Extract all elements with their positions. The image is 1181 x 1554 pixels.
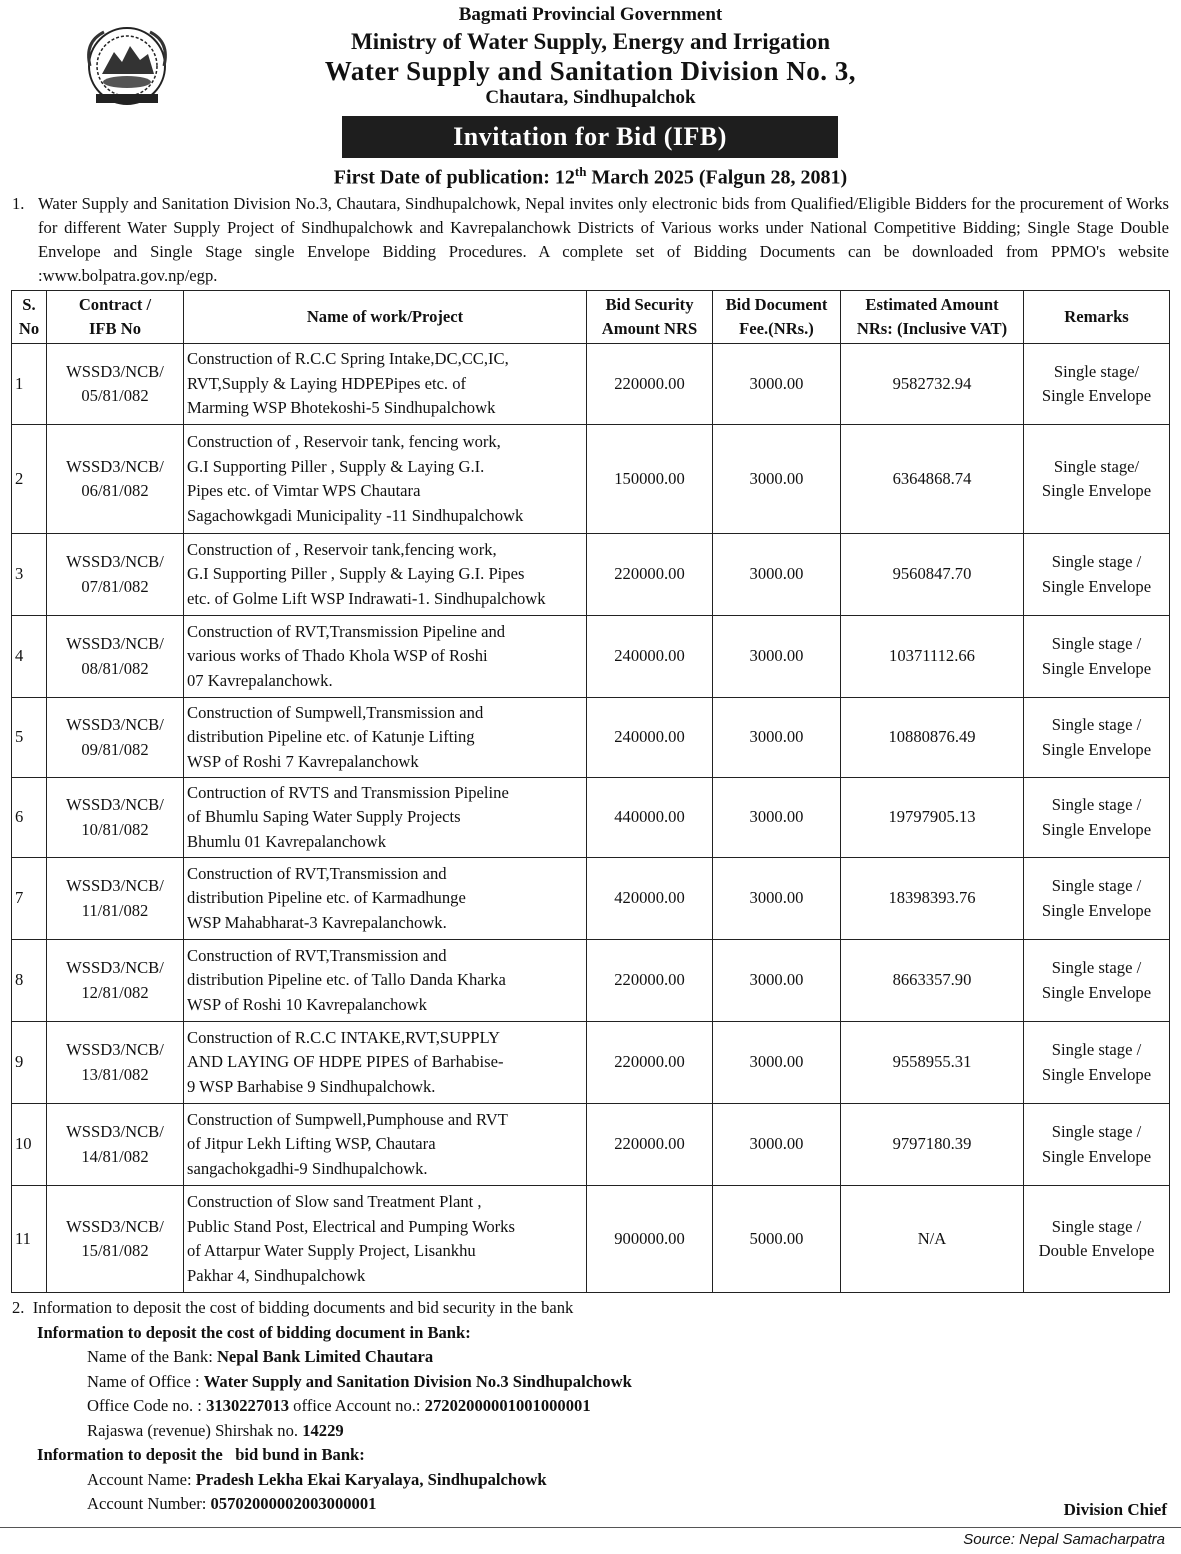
- table-row: [12, 1022, 1170, 1104]
- cell-contract: WSSD3/NCB/ 10/81/082: [47, 778, 184, 858]
- cell-estimate: 10371112.66: [841, 616, 1024, 698]
- cell-fee: 3000.00: [713, 344, 841, 425]
- cell-fee: 3000.00: [713, 534, 841, 616]
- cell-remarks: Single stage / Double Envelope: [1024, 1186, 1170, 1293]
- header-remarks: Remarks: [1024, 291, 1170, 344]
- table-header-row: [12, 291, 1170, 344]
- cell-security: 220000.00: [587, 1104, 713, 1186]
- cell-work: Construction of , Reservoir tank, fencing work, G.I Supporting Piller , Supply & Laying G.I. Pipes etc. of Vimtar WPS Chautara Sagachowkgadi Municipality -11 Sindhupalchowk: [184, 425, 587, 534]
- cell-estimate: 9582732.94: [841, 344, 1024, 425]
- cell-sn: 8: [12, 940, 47, 1022]
- cell-sn: 7: [12, 858, 47, 940]
- cell-sn: 6: [12, 778, 47, 858]
- cell-work: Construction of RVT,Transmission and distribution Pipeline etc. of Tallo Danda Kharka WSP of Roshi 10 Kavrepalanchowk: [184, 940, 587, 1022]
- cell-remarks: Single stage / Single Envelope: [1024, 858, 1170, 940]
- cell-contract: WSSD3/NCB/ 11/81/082: [47, 858, 184, 940]
- cell-contract: WSSD3/NCB/ 12/81/082: [47, 940, 184, 1022]
- cell-security: 220000.00: [587, 344, 713, 425]
- table-row: [12, 778, 1170, 858]
- cell-sn: 3: [12, 534, 47, 616]
- cell-fee: 3000.00: [713, 940, 841, 1022]
- cell-sn: 10: [12, 1104, 47, 1186]
- cell-estimate: 8663357.90: [841, 940, 1024, 1022]
- header-fee: Bid Document Fee.(NRs.): [713, 291, 841, 344]
- revenue-code: Rajaswa (revenue) Shirshak no. 14229: [87, 1420, 344, 1440]
- cell-security: 150000.00: [587, 425, 713, 534]
- office-code: Office Code no. : 3130227013 office Account no.: 27202000001001000001: [87, 1396, 591, 1415]
- footer-divider: [0, 1527, 1181, 1528]
- account-name: Account Name: Pradesh Lekha Ekai Karyalaya, Sindhupalchowk: [87, 1469, 547, 1489]
- cell-work: Construction of Sumpwell,Transmission and distribution Pipeline etc. of Katunje Lifting WSP of Roshi 7 Kavrepalanchowk: [184, 698, 587, 778]
- cell-remarks: Single stage/ Single Envelope: [1024, 344, 1170, 425]
- cell-work: Construction of Sumpwell,Pumphouse and RVT of Jitpur Lekh Lifting WSP, Chautara sangachokgadhi-9 Sindhupalchowk.: [184, 1104, 587, 1186]
- cell-contract: WSSD3/NCB/ 08/81/082: [47, 616, 184, 698]
- cell-contract: WSSD3/NCB/ 09/81/082: [47, 698, 184, 778]
- cell-remarks: Single stage / Single Envelope: [1024, 616, 1170, 698]
- table-row: [12, 425, 1170, 534]
- cell-work: Construction of R.C.C Spring Intake,DC,CC,IC, RVT,Supply & Laying HDPEPipes etc. of Marming WSP Bhotekoshi-5 Sindhupalchowk: [184, 344, 587, 425]
- cell-fee: 5000.00: [713, 1186, 841, 1293]
- header-contract: Contract / IFB No: [47, 291, 184, 344]
- cell-sn: 11: [12, 1186, 47, 1293]
- cell-work: Construction of R.C.C INTAKE,RVT,SUPPLY AND LAYING OF HDPE PIPES of Barhabise- 9 WSP Barhabise 9 Sindhupalchowk.: [184, 1022, 587, 1104]
- account-number: Account Number: 05702000002003000001: [87, 1494, 377, 1513]
- publication-date: First Date of publication: 12th March 2025 (Falgun 28, 2081): [333, 164, 848, 189]
- cell-estimate: N/A: [841, 1186, 1024, 1293]
- cell-contract: WSSD3/NCB/ 05/81/082: [47, 344, 184, 425]
- page-title: Invitation for Bid (IFB): [342, 116, 838, 158]
- cell-work: Construction of RVT,Transmission and distribution Pipeline etc. of Karmadhunge WSP Mahabharat-3 Kavrepalanchowk.: [184, 858, 587, 940]
- cell-fee: 3000.00: [713, 698, 841, 778]
- bank-name: Name of the Bank: Nepal Bank Limited Chautara: [87, 1347, 434, 1366]
- cell-remarks: Single stage / Single Envelope: [1024, 778, 1170, 858]
- cell-contract: WSSD3/NCB/ 06/81/082: [47, 425, 184, 534]
- division-location: Chautara, Sindhupalchok: [485, 87, 696, 108]
- cell-fee: 3000.00: [713, 1022, 841, 1104]
- cell-remarks: Single stage/ Single Envelope: [1024, 425, 1170, 534]
- cell-work: Contruction of RVTS and Transmission Pipeline of Bhumlu Saping Water Supply Projects Bhumlu 01 Kavrepalanchowk: [184, 778, 587, 858]
- cell-work: Construction of RVT,Transmission Pipeline and various works of Thado Khola WSP of Roshi 07 Kavrepalanchowk.: [184, 616, 587, 698]
- table-row: [12, 940, 1170, 1022]
- header-work: Name of work/Project: [184, 291, 587, 344]
- cell-estimate: 9797180.39: [841, 1104, 1024, 1186]
- cell-estimate: 18398393.76: [841, 858, 1024, 940]
- intro-paragraph: [12, 192, 1169, 288]
- cell-estimate: 9560847.70: [841, 534, 1024, 616]
- cell-sn: 4: [12, 616, 47, 698]
- cell-remarks: Single stage / Single Envelope: [1024, 534, 1170, 616]
- cell-estimate: 10880876.49: [841, 698, 1024, 778]
- cell-security: 420000.00: [587, 858, 713, 940]
- division-name: Water Supply and Sanitation Division No. 3,: [324, 56, 857, 86]
- table-row: [12, 616, 1170, 698]
- ministry-name: Ministry of Water Supply, Energy and Irrigation: [350, 29, 830, 54]
- cell-estimate: 19797905.13: [841, 778, 1024, 858]
- table-row: [12, 1104, 1170, 1186]
- cell-contract: WSSD3/NCB/ 13/81/082: [47, 1022, 184, 1104]
- cell-sn: 2: [12, 425, 47, 534]
- bids-table: [11, 290, 1170, 1293]
- cell-fee: 3000.00: [713, 616, 841, 698]
- table-row: [12, 344, 1170, 425]
- cell-remarks: Single stage / Single Envelope: [1024, 1104, 1170, 1186]
- header-sn: S. No: [12, 291, 47, 344]
- cell-fee: 3000.00: [713, 858, 841, 940]
- cell-security: 900000.00: [587, 1186, 713, 1293]
- cell-fee: 3000.00: [713, 778, 841, 858]
- cell-estimate: 6364868.74: [841, 425, 1024, 534]
- cell-sn: 5: [12, 698, 47, 778]
- header-security: Bid Security Amount NRS: [587, 291, 713, 344]
- cell-security: 240000.00: [587, 616, 713, 698]
- cell-security: 220000.00: [587, 940, 713, 1022]
- doc-deposit-heading: Information to deposit the cost of bidding document in Bank:: [37, 1322, 471, 1342]
- bond-deposit-heading: Information to deposit the bid bund in Bank:: [37, 1445, 365, 1464]
- item-number: 1.: [12, 194, 25, 213]
- bank-info-section: [12, 1296, 1169, 1517]
- signatory: Division Chief: [1063, 1500, 1167, 1519]
- cell-contract: WSSD3/NCB/ 14/81/082: [47, 1104, 184, 1186]
- cell-contract: WSSD3/NCB/ 15/81/082: [47, 1186, 184, 1293]
- table-row: [12, 534, 1170, 616]
- intro-text: Water Supply and Sanitation Division No.3, Chautara, Sindhupalchowk, Nepal invites only electronic bids from Qualified/Eligible Bidders for the procurement of Works for different Water Supply Project of Sindhupalchowk and Kavrepalanchowk Districts of Various works under National Competitive Bidding; Single Stage Double Envelope and Single Stage single Envelope Bidding Procedures. A complete set of Bidding Documents can be downloaded from PPMO's website :www.bolpatra.gov.np/egp.: [38, 194, 1169, 285]
- office-name: Name of Office : Water Supply and Sanitation Division No.3 Sindhupalchowk: [87, 1371, 632, 1391]
- table-row: [12, 858, 1170, 940]
- cell-contract: WSSD3/NCB/ 07/81/082: [47, 534, 184, 616]
- cell-security: 220000.00: [587, 534, 713, 616]
- table-row: [12, 1186, 1170, 1293]
- cell-remarks: Single stage / Single Envelope: [1024, 1022, 1170, 1104]
- cell-security: 220000.00: [587, 1022, 713, 1104]
- cell-fee: 3000.00: [713, 1104, 841, 1186]
- cell-fee: 3000.00: [713, 425, 841, 534]
- cell-security: 240000.00: [587, 698, 713, 778]
- cell-security: 440000.00: [587, 778, 713, 858]
- source-credit: Source: Nepal Samacharpatra: [963, 1531, 1165, 1548]
- cell-work: Construction of , Reservoir tank,fencing work, G.I Supporting Piller , Supply & Laying G.I. Pipes etc. of Golme Lift WSP Indrawati-1. Sindhupalchowk: [184, 534, 587, 616]
- cell-sn: 1: [12, 344, 47, 425]
- government-name: Bagmati Provincial Government: [458, 4, 723, 25]
- cell-estimate: 9558955.31: [841, 1022, 1024, 1104]
- section2-title: 2. Information to deposit the cost of bidding documents and bid security in the bank: [12, 1298, 574, 1317]
- cell-work: Construction of Slow sand Treatment Plant , Public Stand Post, Electrical and Pumping Works of Attarpur Water Supply Project, Lisankhu Pakhar 4, Sindhupalchowk: [184, 1186, 587, 1293]
- header-estimate: Estimated Amount NRs: (Inclusive VAT): [841, 291, 1024, 344]
- cell-remarks: Single stage / Single Envelope: [1024, 940, 1170, 1022]
- cell-sn: 9: [12, 1022, 47, 1104]
- table-row: [12, 698, 1170, 778]
- cell-remarks: Single stage / Single Envelope: [1024, 698, 1170, 778]
